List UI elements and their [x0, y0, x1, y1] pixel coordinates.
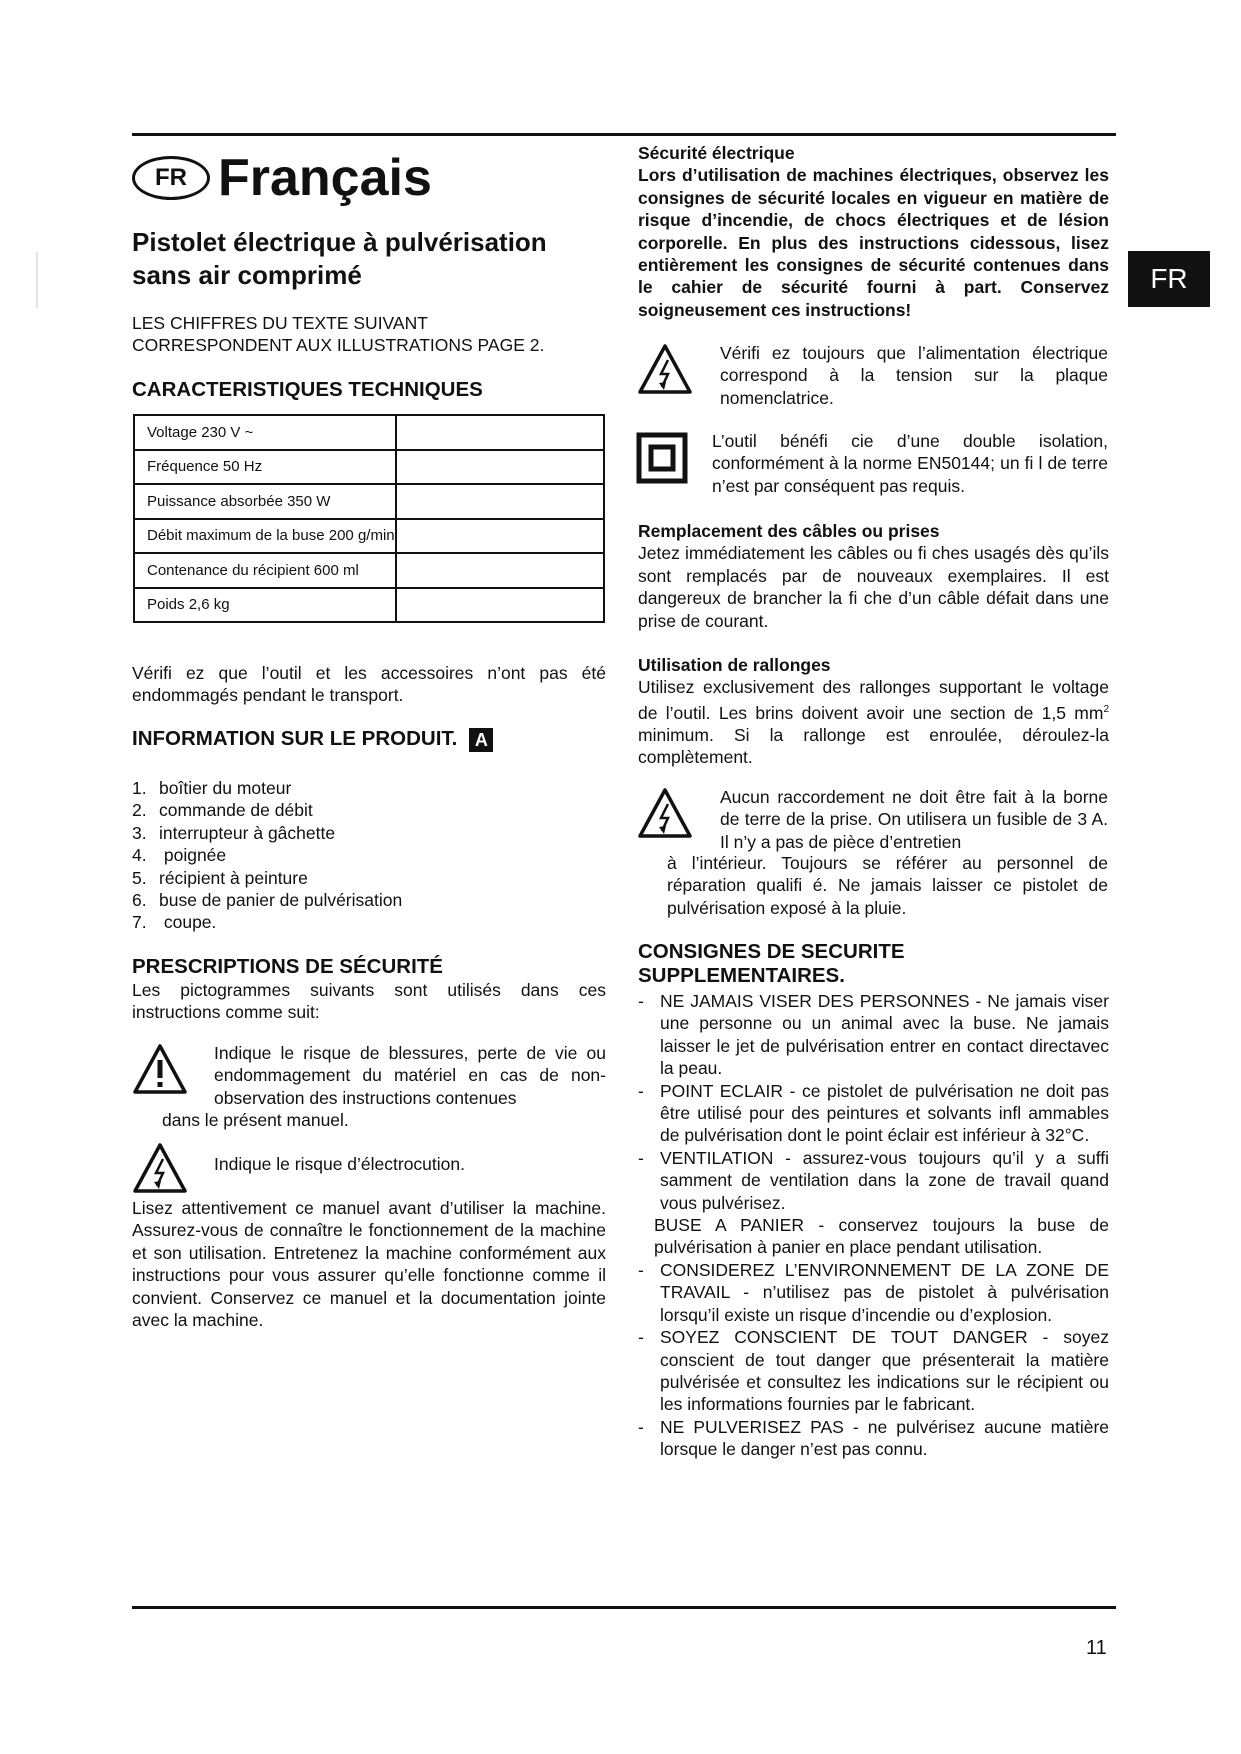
elec-block — [638, 142, 1109, 321]
spec-empty-cell — [396, 415, 604, 450]
side-language-tab: FR — [1128, 251, 1210, 307]
insul-text: L’outil bénéfi cie d’une double isolation, conformément à la norme EN50144; un fi l de terre n’est par conséquent pas requis. — [712, 431, 1108, 496]
earth-cont: à l’intérieur. Toujours se référer au personnel de réparation qualifi é. Ne jamais laisser ce pistolet de pulvérisation exposé à la pluie. — [667, 853, 1108, 918]
specs-heading: CARACTERISTIQUES TECHNIQUES — [132, 378, 483, 401]
part-label: interrupteur à gâchette — [159, 822, 336, 843]
ext-text-b: minimum. Si la rallonge est enroulée, déroulez-la complètement. — [638, 725, 1109, 768]
spec-empty-cell — [396, 588, 604, 623]
specs-table — [133, 414, 605, 623]
spec-cell: Fréquence 50 Hz — [134, 450, 396, 485]
table-row — [134, 519, 604, 554]
bottom-rule — [132, 1606, 1116, 1609]
language-title: Français — [218, 149, 432, 207]
spec-cell: Voltage 230 V ~ — [134, 415, 396, 450]
list-item — [132, 844, 606, 866]
dash: - — [638, 1416, 644, 1437]
table-row — [134, 484, 604, 519]
safety-heading: PRESCRIPTIONS DE SÉCURITÉ — [132, 955, 443, 978]
table-row — [134, 588, 604, 623]
spec-cell: Débit maximum de la buse 200 g/min — [134, 519, 396, 554]
ext-text-a: Utilisez exclusivement des rallonges supportant le voltage de l’outil. Les brins doivent avoir une section de 1,5 mm — [638, 677, 1109, 723]
part-number: 1. — [132, 778, 147, 798]
insul-block — [712, 430, 1108, 497]
table-row — [134, 450, 604, 485]
dash: - — [638, 1147, 644, 1168]
volt-block — [720, 342, 1108, 409]
list-item — [638, 1147, 1109, 1214]
part-number: 6. — [132, 890, 147, 911]
dash: - — [638, 1327, 644, 1348]
earth-block — [720, 786, 1108, 853]
product-heading: INFORMATION SUR LE PRODUIT. — [132, 727, 458, 750]
electric-hazard-icon — [637, 787, 693, 839]
parts-list — [132, 777, 606, 934]
cable-heading: Remplacement des câbles ou prises — [638, 521, 940, 541]
left-title-block — [132, 226, 606, 292]
extra-safety-block — [638, 940, 1109, 1461]
spec-cell: Poids 2,6 kg — [134, 588, 396, 623]
part-label: buse de panier de pulvérisation — [159, 890, 403, 911]
elec-bold-text: Lors d’utilisation de machines électriques, observez les consignes de sécurité locales en vigueur en matière de risque d’incendie, de chocs électriques et de lésion corporelle. En plus des instructions cidessous, lisez entièrement les consignes de sécurité contenues dans le cahier de sécurité fourni à part. Conservez soigneusement ces instructions! — [638, 165, 1109, 320]
volt-text: Vérifi ez toujours que l’alimentation électrique correspond à la tension sur la plaque nomenclatrice. — [720, 343, 1108, 408]
read-text: Lisez attentivement ce manuel avant d’utiliser la machine. Assurez-vous de connaître le fonctionnement de la machine et son utilisation. Entretenez la machine conformément aux instructions pour vous assurer qu’elle fonctionne comme il convient. Conservez ce manuel et la documentation jointe avec la machine. — [132, 1198, 606, 1331]
part-label: poignée — [159, 845, 227, 866]
read-block — [132, 1197, 606, 1331]
list-item-text: NE PULVERISEZ PAS - ne pulvérisez aucune matière lorsque le danger n’est pas connu. — [660, 1416, 1109, 1460]
electric-hazard-icon — [637, 343, 693, 395]
product-title-line2: sans air comprimé — [132, 260, 362, 290]
cable-text: Jetez immédiatement les câbles ou fi ches usagés dès qu’ils sont remplacés par de nouveaux exemplaires. Il est dangereux de brancher la fi che d’un câble défait dans une prise de courant. — [638, 543, 1109, 631]
part-label: commande de débit — [159, 800, 313, 821]
list-item-text: VENTILATION - assurez-vous toujours qu’il y a suffi samment de ventilation dans la zone de travail quand vous pulvérisez. — [660, 1147, 1109, 1213]
cable-block — [638, 520, 1109, 632]
earth-text: Aucun raccordement ne doit être fait à la borne de terre de la prise. On utilisera un fusible de 3 A. Il n’y a pas de pièce d’entretien — [720, 787, 1108, 852]
product-title-line1: Pistolet électrique à pulvérisation — [132, 227, 547, 257]
product-heading-block — [132, 727, 606, 752]
check-block — [132, 662, 606, 707]
language-header — [132, 148, 432, 208]
list-item — [638, 1259, 1109, 1326]
intro-line1: LES CHIFFRES DU TEXTE SUIVANT — [132, 313, 428, 333]
part-number: 2. — [132, 800, 147, 821]
spec-cell: Contenance du récipient 600 ml — [134, 553, 396, 588]
ext-superscript: 2 — [1103, 703, 1109, 715]
dash: - — [638, 1259, 644, 1280]
lang-code-oval: FR — [132, 156, 210, 200]
ext-heading: Utilisation de rallonges — [638, 655, 831, 675]
list-item — [132, 799, 606, 821]
warning-triangle-icon — [132, 1043, 188, 1095]
dash: - — [638, 1080, 644, 1101]
list-item-text: SOYEZ CONSCIENT DE TOUT DANGER - soyez conscient de tout danger que présenterait la matière pulvérisée et consultez les indications sur le récipient ou les informations fournies par le fabricant. — [660, 1327, 1109, 1415]
part-label: récipient à peinture — [159, 867, 308, 888]
list-item-text: CONSIDEREZ L’ENVIRONNEMENT DE LA ZONE DE TRAVAIL - n’utilisez pas de pistolet à pulvérisation lorsqu’il existe un risque d’incendie ou d’explosion. — [660, 1259, 1109, 1325]
intro-block — [132, 312, 606, 357]
part-label: coupe. — [159, 912, 217, 933]
picto2-text: Indique le risque d’électrocution. — [214, 1154, 465, 1174]
list-item — [132, 889, 606, 911]
earth-cont-block — [667, 852, 1108, 919]
part-number: 3. — [132, 822, 147, 843]
intro-line2: CORRESPONDENT AUX ILLUSTRATIONS PAGE 2. — [132, 335, 545, 356]
spec-cell: Puissance absorbée 350 W — [134, 484, 396, 519]
picto1-cont-block — [162, 1109, 606, 1131]
list-item-text: BUSE A PANIER - conservez toujours la buse de pulvérisation à panier en place pendant utilisation. — [654, 1215, 1109, 1258]
table-row — [134, 553, 604, 588]
picto1-block — [214, 1042, 606, 1109]
top-rule — [132, 133, 1116, 136]
elec-heading: Sécurité électrique — [638, 143, 795, 163]
spec-empty-cell — [396, 519, 604, 554]
list-item — [132, 822, 606, 844]
part-number: 5. — [132, 867, 147, 888]
table-row — [134, 415, 604, 450]
list-item — [132, 867, 606, 889]
extra-heading-1: CONSIGNES DE SECURITE — [638, 940, 905, 963]
double-insulation-icon — [636, 432, 688, 484]
extra-safety-list — [638, 990, 1109, 1461]
check-text: Vérifi ez que l’outil et les accessoires n’ont pas été endommagés pendant le transport. — [132, 663, 606, 706]
picto2-block — [214, 1153, 606, 1175]
list-item — [638, 1416, 1109, 1461]
extra-heading-2: SUPPLEMENTAIRES. — [638, 964, 845, 987]
list-item — [132, 911, 606, 933]
picto1-text: Indique le risque de blessures, perte de vie ou endommagement du matériel en cas de non-observation des instructions contenues — [214, 1043, 606, 1108]
list-item-text: NE JAMAIS VISER DES PERSONNES - Ne jamais viser une personne ou un animal avec la buse. Ne jamais laisser le jet de pulvérisation entrer en contact directavec la peau. — [660, 991, 1109, 1079]
spec-empty-cell — [396, 553, 604, 588]
spec-empty-cell — [396, 450, 604, 485]
list-item — [132, 777, 606, 799]
scan-mark — [36, 252, 38, 308]
picto1-cont: dans le présent manuel. — [162, 1110, 349, 1130]
specs-heading-block — [132, 378, 606, 402]
part-number: 7. — [132, 912, 147, 933]
page-number: 11 — [1086, 1637, 1107, 1659]
spec-empty-cell — [396, 484, 604, 519]
ext-block — [638, 654, 1109, 769]
list-item — [638, 1326, 1109, 1416]
list-item — [638, 1214, 1109, 1259]
list-item-text: POINT ECLAIR - ce pistolet de pulvérisation ne doit pas être utilisé pour des peintures et solvants infl ammables de pulvérisation dont le point éclair est inférieur à 32°C. — [660, 1080, 1109, 1146]
electric-hazard-icon — [132, 1142, 188, 1194]
figure-a-badge: A — [469, 728, 493, 752]
list-item — [638, 990, 1109, 1080]
parts-list-block — [132, 777, 606, 934]
part-label: boîtier du moteur — [159, 778, 292, 798]
safety-intro: Les pictogrammes suivants sont utilisés dans ces instructions comme suit: — [132, 980, 606, 1023]
list-item — [638, 1080, 1109, 1147]
dash: - — [638, 991, 644, 1011]
safety-block — [132, 955, 606, 1024]
part-number: 4. — [132, 845, 147, 866]
